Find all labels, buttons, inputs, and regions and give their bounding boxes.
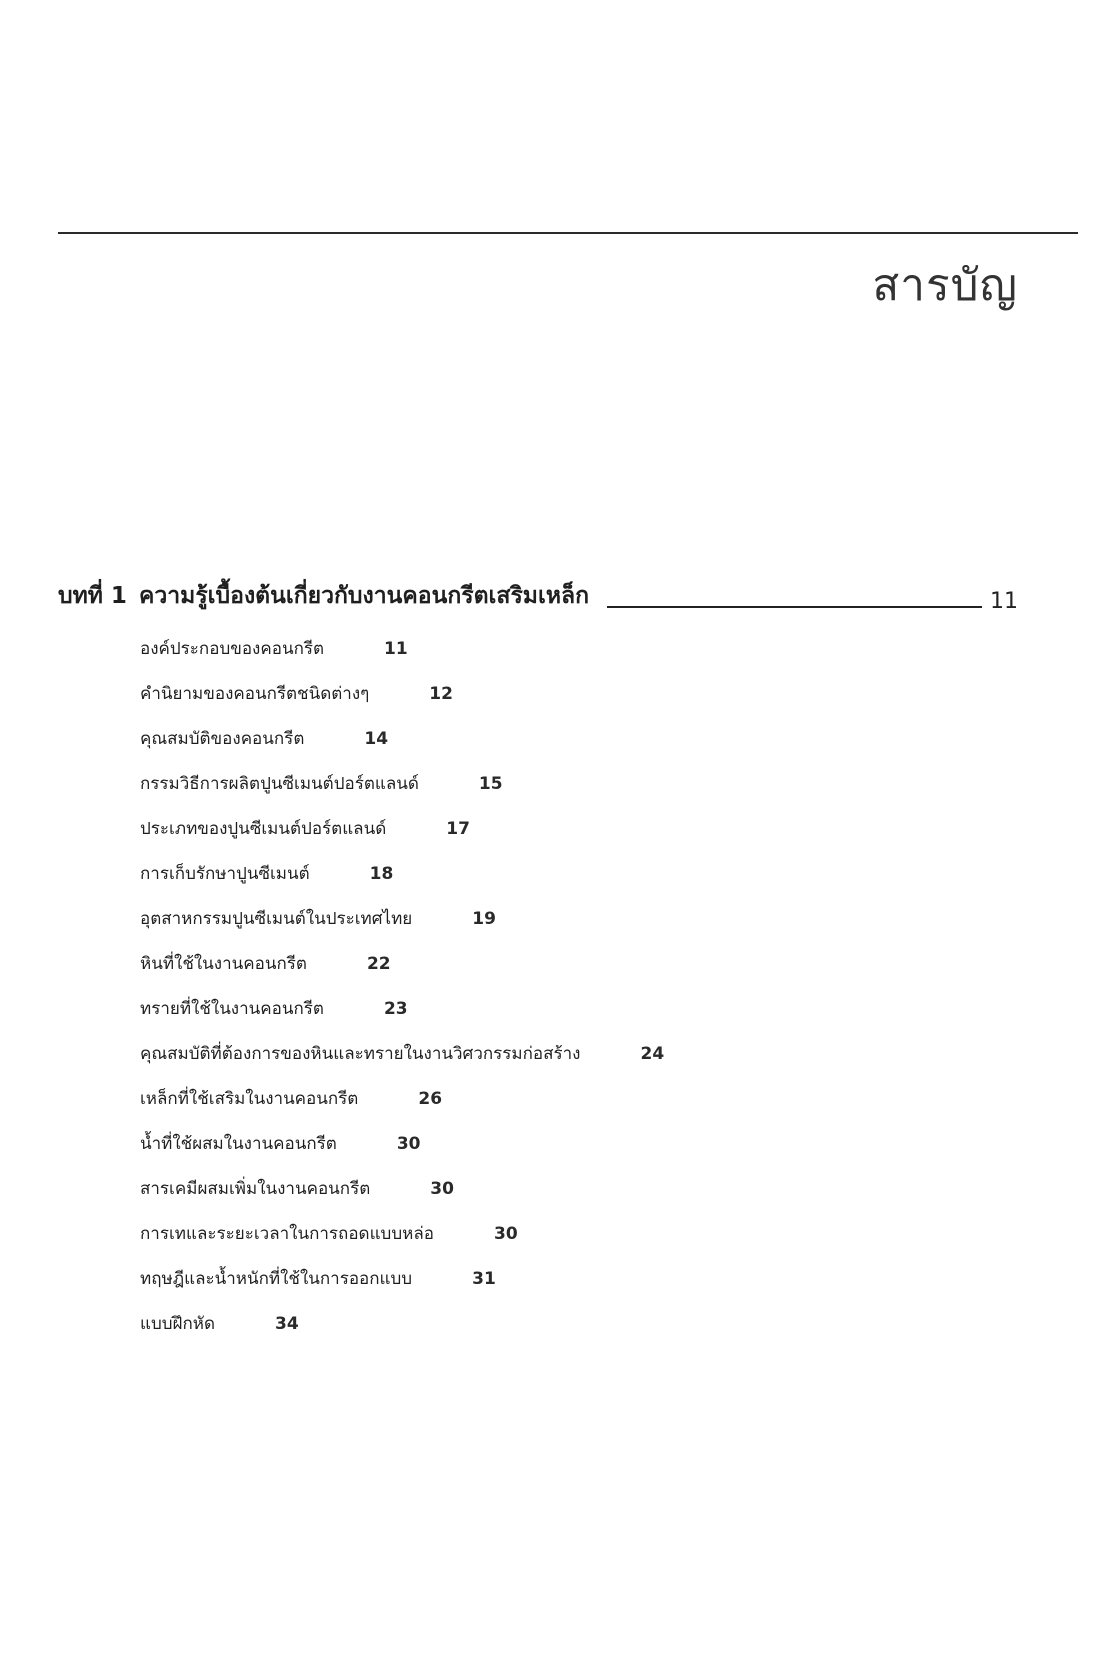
toc-entry-page: 17 xyxy=(446,818,470,839)
toc-entry[interactable] xyxy=(140,896,664,941)
toc-entry[interactable] xyxy=(140,1031,664,1076)
toc-entry-title: แบบฝึกหัด xyxy=(140,1314,216,1334)
toc-entry-title: อุตสาหกรรมปูนซีเมนต์ในประเทศไทย xyxy=(140,909,413,929)
chapter-page-number: 11 xyxy=(990,589,1018,614)
toc-entry-page: 11 xyxy=(384,638,408,659)
toc-entry-title: น้ำที่ใช้ผสมในงานคอนกรีต xyxy=(140,1134,337,1154)
toc-entry[interactable] xyxy=(140,1256,664,1301)
toc-entry-page: 19 xyxy=(472,908,496,929)
chapter-title: ความรู้เบื้องต้นเกี่ยวกับงานคอนกรีตเสริมเหล็ก xyxy=(138,583,589,609)
toc-entry-title: กรรมวิธีการผลิตปูนซีเมนต์ปอร์ตแลนด์ xyxy=(140,774,419,794)
toc-entry[interactable] xyxy=(140,671,664,716)
toc-entry[interactable] xyxy=(140,1076,664,1121)
toc-entry[interactable] xyxy=(140,806,664,851)
toc-entry-page: 31 xyxy=(472,1268,496,1289)
chapter-label: บทที่ 1 xyxy=(58,583,127,609)
toc-entry-title: สารเคมีผสมเพิ่มในงานคอนกรีต xyxy=(140,1179,371,1199)
toc-entry-title: ทฤษฎีและน้ำหนักที่ใช้ในการออกแบบ xyxy=(140,1269,413,1289)
toc-entry-page: 14 xyxy=(364,728,389,749)
toc-entry-title: ทรายที่ใช้ในงานคอนกรีต xyxy=(140,999,324,1019)
toc-entry-title: หินที่ใช้ในงานคอนกรีต xyxy=(140,954,307,974)
toc-entry-title: คุณสมบัติที่ต้องการของหินและทรายในงานวิศวกรรมก่อสร้าง xyxy=(140,1044,581,1064)
toc-entry-page: 30 xyxy=(396,1133,421,1154)
page-title: สารบัญ xyxy=(872,260,1018,311)
toc-entry[interactable] xyxy=(140,941,664,986)
toc-entry-page: 23 xyxy=(383,998,408,1019)
toc-entry[interactable] xyxy=(140,716,664,761)
toc-entry[interactable] xyxy=(140,1121,664,1166)
header-rule xyxy=(58,232,1078,234)
toc-entry[interactable] xyxy=(140,626,664,671)
toc-entry[interactable] xyxy=(140,1301,664,1346)
toc-entry[interactable] xyxy=(140,986,664,1031)
toc-entry-page: 30 xyxy=(493,1223,518,1244)
toc-entry[interactable] xyxy=(140,851,664,896)
toc-entry-title: คำนิยามของคอนกรีตชนิดต่างๆ xyxy=(140,684,370,704)
toc-entry-title: คุณสมบัติของคอนกรีต xyxy=(140,729,305,749)
toc-entry[interactable] xyxy=(140,1166,664,1211)
toc-entry-page: 22 xyxy=(366,953,391,974)
toc-entry-page: 30 xyxy=(430,1178,454,1199)
toc-entry-title: เหล็กที่ใช้เสริมในงานคอนกรีต xyxy=(140,1089,359,1109)
toc-entry-list xyxy=(140,626,664,1346)
dot-leader-line xyxy=(607,606,982,608)
toc-entry-title: การเก็บรักษาปูนซีเมนต์ xyxy=(140,864,310,884)
toc-entry-page: 15 xyxy=(478,773,503,794)
toc-entry[interactable] xyxy=(140,761,664,806)
toc-entry-page: 18 xyxy=(369,863,394,884)
toc-entry[interactable] xyxy=(140,1211,664,1256)
toc-entry-title: องค์ประกอบของคอนกรีต xyxy=(140,639,325,659)
toc-entry-page: 34 xyxy=(275,1313,299,1334)
toc-entry-page: 26 xyxy=(418,1088,443,1109)
toc-entry-title: การเทและระยะเวลาในการถอดแบบหล่อ xyxy=(140,1224,434,1244)
toc-entry-page: 12 xyxy=(429,683,453,704)
chapter-heading[interactable] xyxy=(58,580,1018,614)
toc-entry-page: 24 xyxy=(640,1043,665,1064)
toc-entry-title: ประเภทของปูนซีเมนต์ปอร์ตแลนด์ xyxy=(140,819,387,839)
